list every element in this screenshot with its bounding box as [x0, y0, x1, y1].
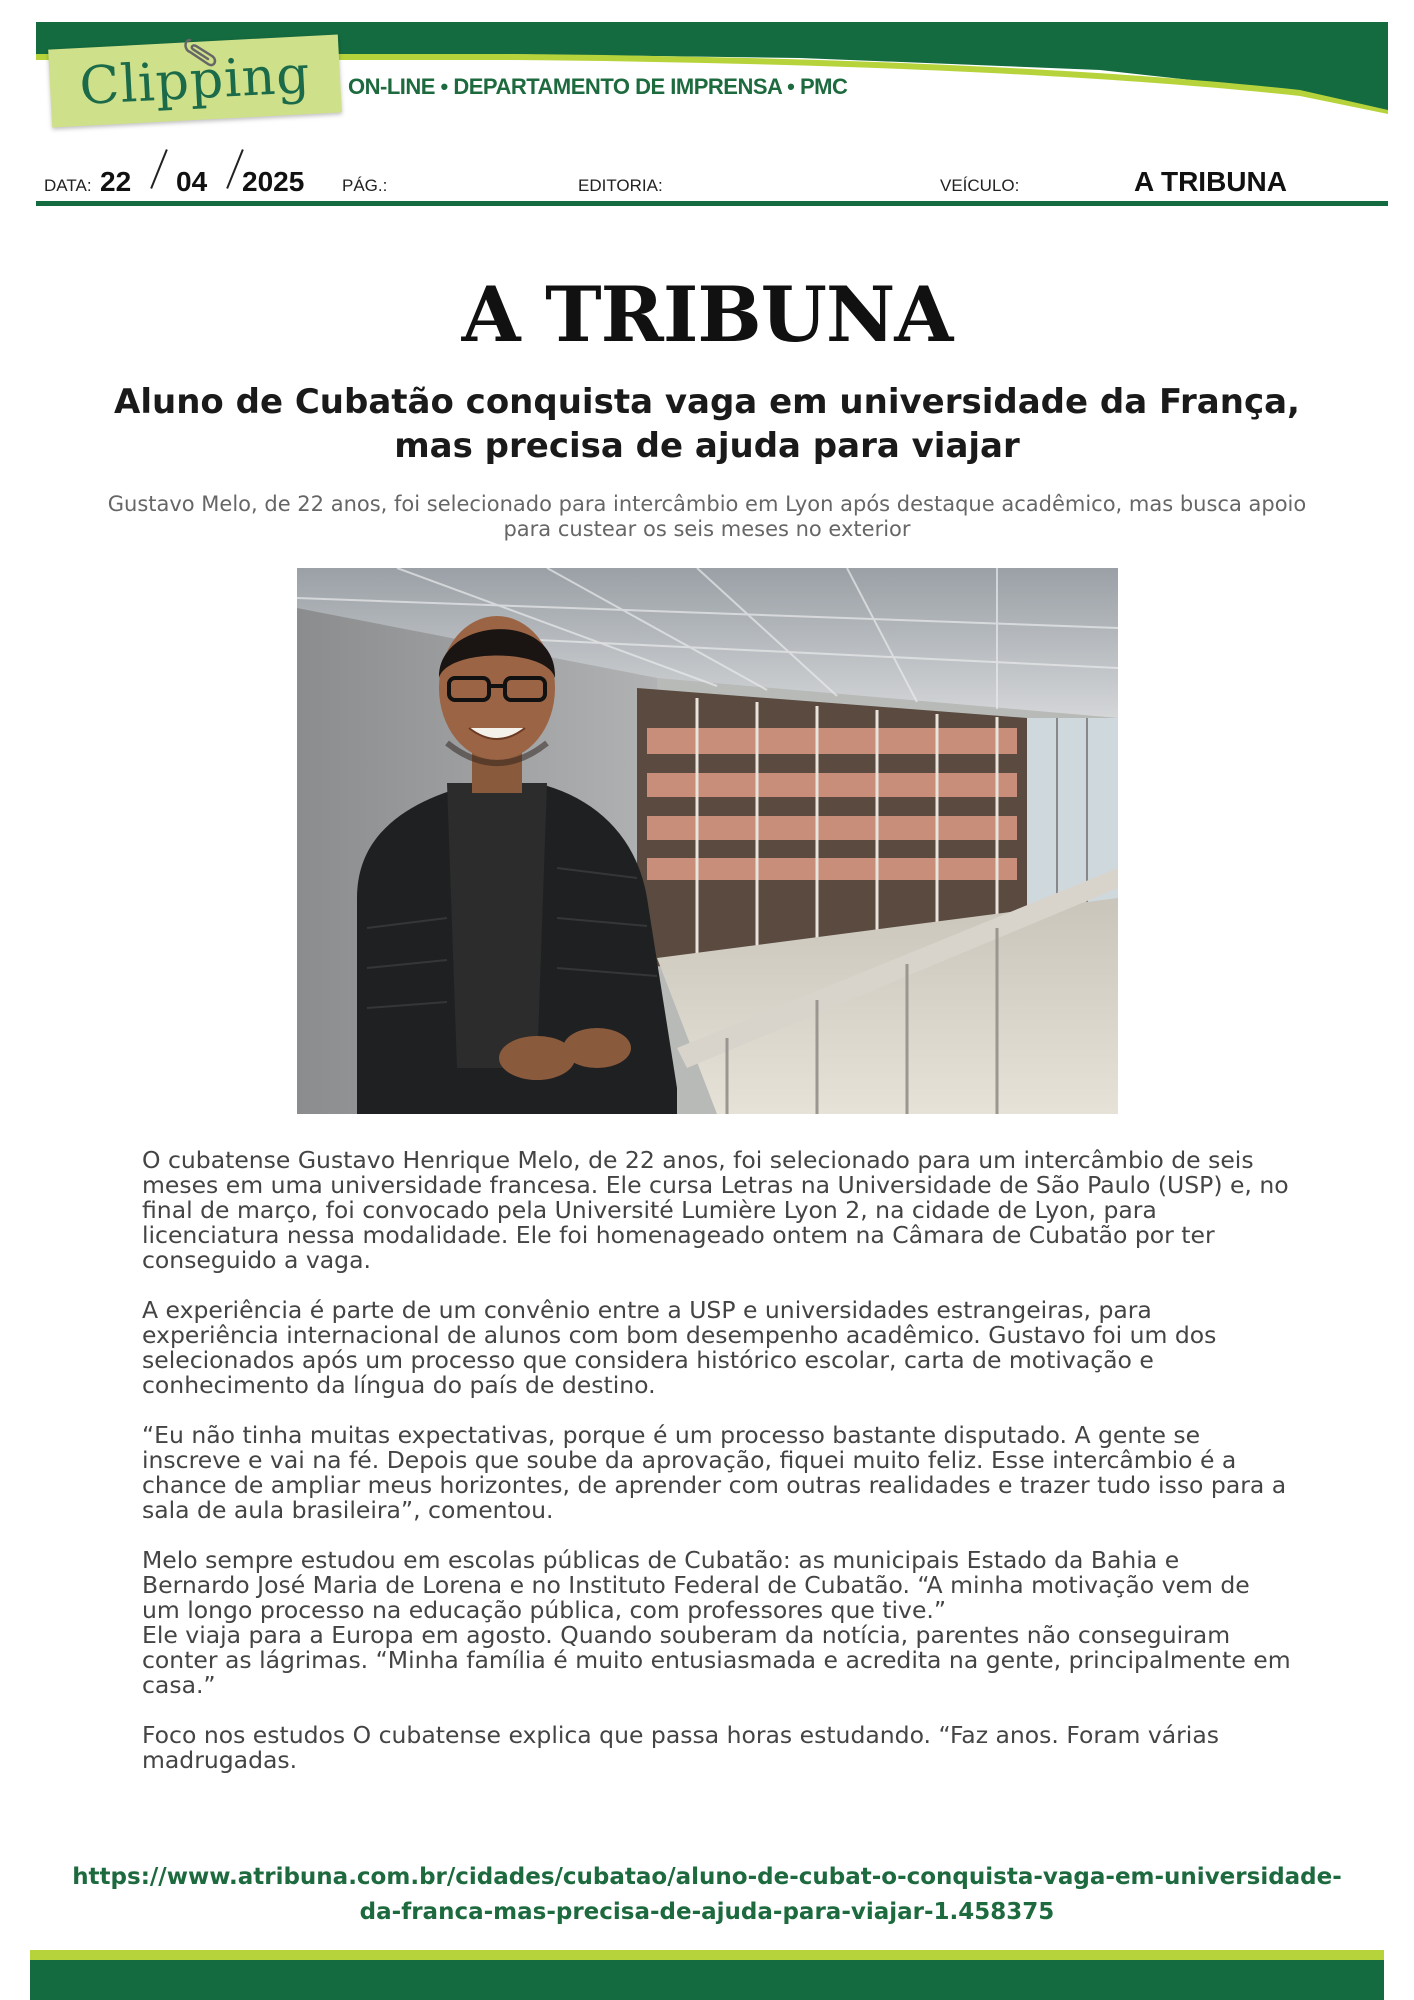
headline-line: Aluno de Cubatão conquista vaga em universidade da França, — [114, 382, 1300, 422]
newspaper-masthead: A TRIBUNA — [461, 270, 953, 359]
source-url[interactable] — [60, 1860, 1354, 1930]
article-headline — [100, 380, 1314, 468]
page-label: PÁG.: — [342, 176, 388, 195]
date-separator — [150, 149, 168, 189]
meta-divider — [36, 201, 1388, 206]
headline-line: mas precisa de ajuda para viajar — [394, 426, 1020, 466]
veiculo-value: A TRIBUNA — [1134, 166, 1287, 197]
veiculo-label: VEÍCULO: — [940, 176, 1020, 195]
source-url-line[interactable]: https://www.atribuna.com.br/cidades/cubatao/aluno-de-cubat-o-conquista-vaga-em-universidade- — [72, 1864, 1342, 1890]
clipping-logo-text: Clipping — [78, 44, 312, 118]
footer-band-light — [30, 1950, 1384, 1960]
header-subtitle: ON-LINE • DEPARTAMENTO DE IMPRENSA • PMC — [348, 74, 848, 99]
article-paragraph — [142, 1548, 1292, 1698]
paragraph-text: Ele viaja para a Europa em agosto. Quando souberam da notícia, parentes não conseguiram conter as lágrimas. “Minha família é muito entusiasmada e acredita na gente, principalmente em casa.” — [142, 1621, 1291, 1699]
paragraph-text: Melo sempre estudou em escolas públicas de Cubatão: as municipais Estado da Bahia e Bernardo José Maria de Lorena e no Instituto Federal de Cubatão. “A minha motivação vem de um longo processo na educação pública, com professores que tive.” — [142, 1546, 1250, 1624]
source-url-line[interactable]: da-franca-mas-precisa-de-ajuda-para-viajar-1.458375 — [359, 1899, 1055, 1925]
article-paragraph: Foco nos estudos O cubatense explica que passa horas estudando. “Faz anos. Foram várias madrugadas. — [142, 1721, 1219, 1774]
paperclip-icon — [180, 34, 220, 74]
date-day: 22 — [100, 166, 132, 197]
footer-band-dark — [30, 1960, 1384, 2000]
article-paragraph: “Eu não tinha muitas expectativas, porque é um processo bastante disputado. A gente se inscreve e vai na fé. Depois que soube da aprovação, fiquei muito feliz. Esse intercâmbio é a chance de ampliar meus horizontes, de aprender com outras realidades e trazer tudo isso para a sala de aula brasileira”, comentou. — [142, 1421, 1287, 1524]
date-month: 04 — [176, 166, 208, 197]
editoria-label: EDITORIA: — [578, 176, 663, 195]
article-paragraph: O cubatense Gustavo Henrique Melo, de 22 anos, foi selecionado para um intercâmbio de seis meses em uma universidade francesa. Ele cursa Letras na Universidade de São Paulo (USP) e, no final de março, foi convocado pela Université Lumière Lyon 2, na cidade de Lyon, para licenciatura nessa modalidade. Ele foi homenageado ontem na Câmara de Cubatão por ter conseguido a vaga. — [142, 1146, 1289, 1274]
date-label: DATA: — [44, 176, 92, 195]
article-subheadline: Gustavo Melo, de 22 anos, foi selecionado para intercâmbio em Lyon após destaque acadêmico, mas busca apoio para custear os seis meses no exterior — [107, 492, 1307, 541]
article-photo — [297, 568, 1118, 1114]
article-paragraph: A experiência é parte de um convênio entre a USP e universidades estrangeiras, para experiência internacional de alunos com bom desempenho acadêmico. Gustavo foi um dos selecionados após um processo que considera histórico escolar, carta de motivação e conhecimento da língua do país de destino. — [142, 1296, 1217, 1399]
article-body — [142, 1148, 1292, 1798]
date-year: 2025 — [242, 166, 305, 197]
